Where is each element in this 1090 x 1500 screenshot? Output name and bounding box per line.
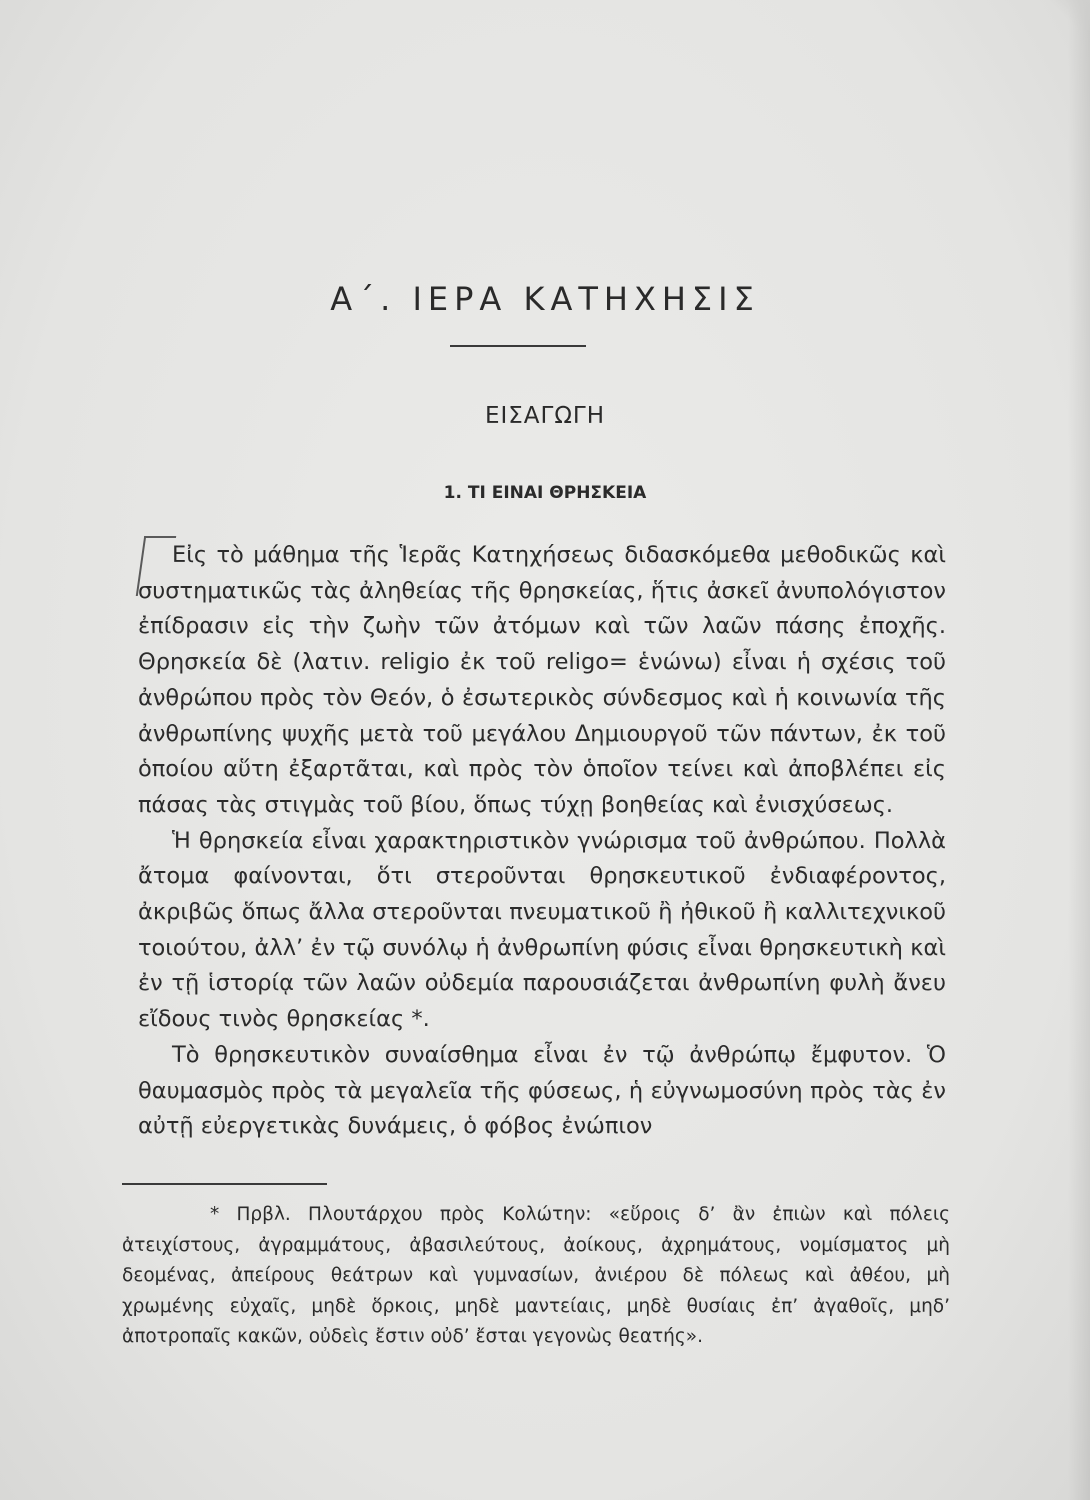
- footnote-text: * Πρβλ. Πλουτάρχου πρὸς Κολώτην: «εὕροις δ’ ἂν ἐπιὼν καὶ πόλεις ἀτειχίστους, ἀγραμμάτους, ἀβασιλεύτους, ἀοίκους, ἀχρημάτους, νομίσματος μὴ δεομένας, ἀπείρους θεάτρων καὶ γυμνασίων, ἀνιέρου δὲ πόλεως καὶ ἀθέου, μὴ χρωμένης εὐχαῖς, μηδὲ ὅρκοις, μηδὲ μαντείαις, μηδὲ θυσίαις ἐπ’ ἀγαθοῖς, μηδ’ ἀποτροπαῖς κακῶν, οὐδεὶς ἔστιν οὐδ’ ἔσται γεγονὼς θεατής».: [122, 1204, 950, 1347]
- footnote-divider: [122, 1183, 327, 1185]
- footnote: [122, 1200, 950, 1353]
- intro-heading: ΕΙΣΑΓΩΓΗ: [484, 403, 606, 429]
- page-edge-shadow: [1068, 0, 1090, 1500]
- body-text: [138, 538, 946, 1145]
- section-heading: 1. ΤΙ ΕΙΝΑΙ ΘΡΗΣΚΕΙΑ: [443, 483, 647, 503]
- page-title: Α΄. ΙΕΡΑ ΚΑΤΗΧΗΣΙΣ: [330, 280, 760, 318]
- paragraph: Τὸ θρησκευτικὸν συναίσθημα εἶναι ἐν τῷ ἀνθρώπῳ ἔμφυτον. Ὁ θαυμασμὸς πρὸς τὰ μεγαλεῖα τῆς φύσεως, ἡ εὐγνωμοσύνη πρὸς τὰς ἐν αὐτῇ εὐεργετικὰς δυνάμεις, ὁ φόβος ἐνώπιον: [138, 1041, 946, 1140]
- paragraph: Ἡ θρησκεία εἶναι χαρακτηριστικὸν γνώρισμα τοῦ ἀνθρώπου. Πολλὰ ἄτομα φαίνονται, ὅτι στεροῦνται θρησκευτικοῦ ἐνδιαφέροντος, ἀκριβῶς ὅπως ἄλλα στεροῦνται πνευματικοῦ ἢ ἠθικοῦ ἢ καλλιτεχνικοῦ τοιούτου, ἀλλ’ ἐν τῷ συνόλῳ ἡ ἀνθρωπίνη φύσις εἶναι θρησκευτικὴ καὶ ἐν τῇ ἱστορίᾳ τῶν λαῶν οὐδεμία παρουσιάζεται ἀνθρωπίνη φυλὴ ἄνευ εἴδους τινὸς θρησκείας *.: [138, 827, 946, 1033]
- title-divider: [450, 345, 586, 347]
- paragraph: Εἰς τὸ μάθημα τῆς Ἱερᾶς Κατηχήσεως διδασκόμεθα μεθοδικῶς καὶ συστηματικῶς τὰς ἀληθείας τῆς θρησκείας, ἥτις ἀσκεῖ ἀνυπολόγιστον ἐπίδρασιν εἰς τὴν ζωὴν τῶν ἀτόμων καὶ τῶν λαῶν πάσης ἐποχῆς. Θρησκεία δὲ (λατιν. religio ἐκ τοῦ religo= ἑνώνω) εἶναι ἡ σχέσις τοῦ ἀνθρώπου πρὸς τὸν Θεόν, ὁ ἐσωτερικὸς σύνδεσμος καὶ ἡ κοινωνία τῆς ἀνθρωπίνης ψυχῆς μετὰ τοῦ μεγάλου Δημιουργοῦ τῶν πάντων, ἐκ τοῦ ὁποίου αὕτη ἐξαρτᾶται, καὶ πρὸς τὸν ὁποῖον τείνει καὶ ἀποβλέπει εἰς πάσας τὰς στιγμὰς τοῦ βίου, ὅπως τύχῃ βοηθείας καὶ ἐνισχύσεως.: [138, 542, 946, 818]
- page-corner-fold: [1050, 0, 1090, 30]
